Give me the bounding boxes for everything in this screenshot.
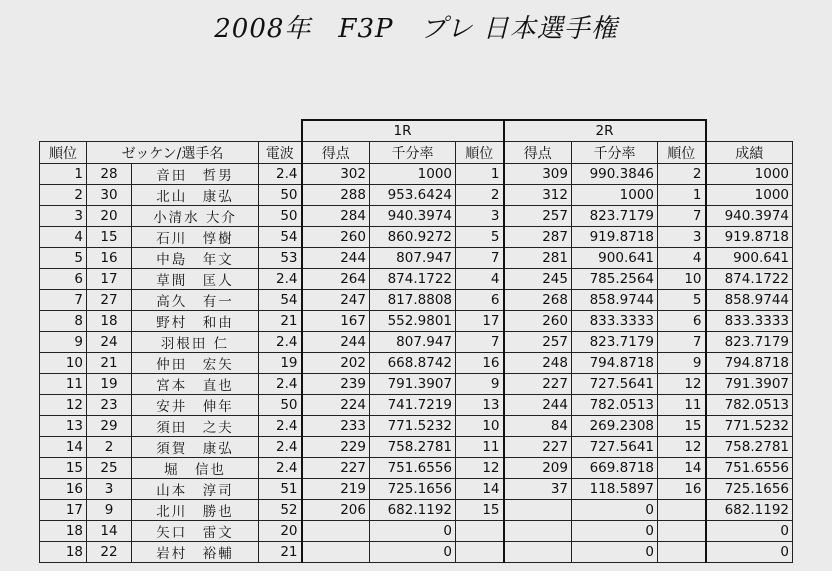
table-row <box>40 395 793 416</box>
table-row <box>40 542 793 563</box>
cell-player-name: 中島 年文 <box>132 248 259 269</box>
cell-r1-rank: 10 <box>456 416 504 437</box>
table-row <box>40 437 793 458</box>
cell-rank: 18 <box>40 542 87 563</box>
cell-player-name: 須賀 康弘 <box>132 437 259 458</box>
cell-r2-permil: 0 <box>572 500 658 521</box>
cell-rank: 11 <box>40 374 87 395</box>
header-r2-permil: 千分率 <box>572 142 658 164</box>
cell-rank: 3 <box>40 206 87 227</box>
cell-r2-rank: 15 <box>658 416 706 437</box>
cell-rank: 12 <box>40 395 87 416</box>
cell-result: 900.641 <box>706 248 793 269</box>
cell-r2-rank: 4 <box>658 248 706 269</box>
cell-result: 0 <box>706 521 793 542</box>
cell-r1-permil: 552.9801 <box>370 311 456 332</box>
cell-bib-number: 17 <box>87 269 132 290</box>
cell-r2-rank: 16 <box>658 479 706 500</box>
cell-rank: 9 <box>40 332 87 353</box>
cell-bib-number: 14 <box>87 521 132 542</box>
cell-rank: 14 <box>40 437 87 458</box>
cell-r1-points <box>302 542 370 563</box>
cell-r1-permil: 1000 <box>370 164 456 185</box>
cell-frequency: 54 <box>259 227 302 248</box>
cell-r2-permil: 0 <box>572 542 658 563</box>
cell-player-name: 岩村 裕輔 <box>132 542 259 563</box>
cell-r1-points: 284 <box>302 206 370 227</box>
cell-r2-permil: 269.2308 <box>572 416 658 437</box>
cell-r2-rank: 6 <box>658 311 706 332</box>
header-result: 成績 <box>706 142 793 164</box>
cell-frequency: 20 <box>259 521 302 542</box>
cell-r1-rank: 1 <box>456 164 504 185</box>
table-row <box>40 248 793 269</box>
cell-r2-points <box>504 500 572 521</box>
cell-result: 682.1192 <box>706 500 793 521</box>
cell-r2-permil: 919.8718 <box>572 227 658 248</box>
cell-frequency: 2.4 <box>259 332 302 353</box>
cell-player-name: 堀 信也 <box>132 458 259 479</box>
cell-r1-rank <box>456 542 504 563</box>
cell-result: 858.9744 <box>706 290 793 311</box>
cell-r2-rank <box>658 521 706 542</box>
cell-r1-permil: 668.8742 <box>370 353 456 374</box>
cell-bib-number: 22 <box>87 542 132 563</box>
cell-r1-points: 288 <box>302 185 370 206</box>
cell-r1-rank: 9 <box>456 374 504 395</box>
cell-result: 751.6556 <box>706 458 793 479</box>
cell-result: 0 <box>706 542 793 563</box>
header-r1-rank: 順位 <box>456 142 504 164</box>
cell-r1-points: 302 <box>302 164 370 185</box>
cell-r1-points: 167 <box>302 311 370 332</box>
cell-player-name: 野村 和由 <box>132 311 259 332</box>
round-1-header: 1R <box>302 120 504 142</box>
table-row <box>40 479 793 500</box>
cell-player-name: 安井 伸年 <box>132 395 259 416</box>
cell-player-name: 北川 勝也 <box>132 500 259 521</box>
cell-frequency: 2.4 <box>259 416 302 437</box>
cell-r2-points: 244 <box>504 395 572 416</box>
cell-r1-points: 227 <box>302 458 370 479</box>
cell-r2-points: 227 <box>504 437 572 458</box>
cell-r1-points: 233 <box>302 416 370 437</box>
cell-bib-number: 25 <box>87 458 132 479</box>
cell-r1-rank: 2 <box>456 185 504 206</box>
cell-result: 874.1722 <box>706 269 793 290</box>
table-row <box>40 227 793 248</box>
cell-bib-number: 28 <box>87 164 132 185</box>
cell-r2-permil: 990.3846 <box>572 164 658 185</box>
cell-r2-rank: 14 <box>658 458 706 479</box>
cell-r1-rank: 4 <box>456 269 504 290</box>
cell-r2-points: 227 <box>504 374 572 395</box>
cell-r1-rank: 13 <box>456 395 504 416</box>
header-r1-points: 得点 <box>302 142 370 164</box>
cell-result: 833.3333 <box>706 311 793 332</box>
cell-r1-permil: 682.1192 <box>370 500 456 521</box>
table-row <box>40 500 793 521</box>
cell-r1-points: 202 <box>302 353 370 374</box>
cell-result: 758.2781 <box>706 437 793 458</box>
cell-player-name: 須田 之夫 <box>132 416 259 437</box>
table-row <box>40 311 793 332</box>
cell-r1-rank: 14 <box>456 479 504 500</box>
cell-r1-points: 224 <box>302 395 370 416</box>
cell-r2-permil: 669.8718 <box>572 458 658 479</box>
cell-player-name: 羽根田 仁 <box>132 332 259 353</box>
cell-result: 782.0513 <box>706 395 793 416</box>
table-row <box>40 521 793 542</box>
cell-r2-points: 84 <box>504 416 572 437</box>
cell-r1-permil: 940.3974 <box>370 206 456 227</box>
cell-bib-number: 30 <box>87 185 132 206</box>
cell-frequency: 21 <box>259 542 302 563</box>
cell-result: 771.5232 <box>706 416 793 437</box>
cell-r2-rank: 10 <box>658 269 706 290</box>
header-frequency: 電波 <box>259 142 302 164</box>
table-row <box>40 374 793 395</box>
header-r2-points: 得点 <box>504 142 572 164</box>
cell-r1-permil: 725.1656 <box>370 479 456 500</box>
cell-r1-permil: 751.6556 <box>370 458 456 479</box>
cell-rank: 6 <box>40 269 87 290</box>
cell-r2-points: 281 <box>504 248 572 269</box>
table-row <box>40 164 793 185</box>
cell-r2-points: 287 <box>504 227 572 248</box>
page-title: 2008年 F3P プレ 日本選手権 <box>214 14 618 44</box>
cell-rank: 4 <box>40 227 87 248</box>
cell-player-name: 小清水 大介 <box>132 206 259 227</box>
cell-player-name: 矢口 雷文 <box>132 521 259 542</box>
cell-frequency: 50 <box>259 206 302 227</box>
cell-r1-points: 239 <box>302 374 370 395</box>
cell-r2-points: 309 <box>504 164 572 185</box>
cell-r1-rank <box>456 521 504 542</box>
cell-frequency: 51 <box>259 479 302 500</box>
cell-frequency: 2.4 <box>259 458 302 479</box>
cell-bib-number: 9 <box>87 500 132 521</box>
cell-player-name: 草間 匡人 <box>132 269 259 290</box>
table-row <box>40 206 793 227</box>
cell-result: 823.7179 <box>706 332 793 353</box>
cell-r2-permil: 118.5897 <box>572 479 658 500</box>
cell-player-name: 石川 惇樹 <box>132 227 259 248</box>
cell-r1-permil: 874.1722 <box>370 269 456 290</box>
cell-r1-rank: 3 <box>456 206 504 227</box>
table-row <box>40 290 793 311</box>
cell-r2-rank: 12 <box>658 374 706 395</box>
cell-r2-rank: 7 <box>658 332 706 353</box>
cell-r1-permil: 953.6424 <box>370 185 456 206</box>
cell-frequency: 54 <box>259 290 302 311</box>
cell-r2-permil: 785.2564 <box>572 269 658 290</box>
cell-bib-number: 18 <box>87 311 132 332</box>
cell-r2-rank: 7 <box>658 206 706 227</box>
cell-result: 725.1656 <box>706 479 793 500</box>
cell-r1-rank: 6 <box>456 290 504 311</box>
cell-r2-permil: 727.5641 <box>572 437 658 458</box>
cell-r2-points <box>504 542 572 563</box>
cell-r2-permil: 833.3333 <box>572 311 658 332</box>
cell-player-name: 高久 有一 <box>132 290 259 311</box>
cell-r1-rank: 17 <box>456 311 504 332</box>
cell-r2-rank: 3 <box>658 227 706 248</box>
cell-rank: 13 <box>40 416 87 437</box>
cell-r1-points: 244 <box>302 332 370 353</box>
cell-r2-points: 312 <box>504 185 572 206</box>
cell-rank: 7 <box>40 290 87 311</box>
cell-r2-rank: 11 <box>658 395 706 416</box>
cell-frequency: 2.4 <box>259 164 302 185</box>
cell-rank: 10 <box>40 353 87 374</box>
cell-r2-points: 245 <box>504 269 572 290</box>
cell-rank: 5 <box>40 248 87 269</box>
table-row <box>40 416 793 437</box>
cell-r1-permil: 791.3907 <box>370 374 456 395</box>
cell-frequency: 50 <box>259 395 302 416</box>
round-header-row <box>40 120 793 142</box>
cell-r2-points: 257 <box>504 206 572 227</box>
cell-r2-points: 257 <box>504 332 572 353</box>
cell-frequency: 53 <box>259 248 302 269</box>
cell-rank: 8 <box>40 311 87 332</box>
cell-result: 919.8718 <box>706 227 793 248</box>
cell-r1-rank: 16 <box>456 353 504 374</box>
cell-result: 1000 <box>706 164 793 185</box>
cell-bib-number: 29 <box>87 416 132 437</box>
cell-frequency: 19 <box>259 353 302 374</box>
cell-r2-rank: 1 <box>658 185 706 206</box>
cell-r1-permil: 817.8808 <box>370 290 456 311</box>
cell-r2-permil: 823.7179 <box>572 332 658 353</box>
header-bib-name: ゼッケン/選手名 <box>87 142 259 164</box>
cell-rank: 1 <box>40 164 87 185</box>
cell-bib-number: 3 <box>87 479 132 500</box>
header-r1-permil: 千分率 <box>370 142 456 164</box>
cell-r1-permil: 860.9272 <box>370 227 456 248</box>
cell-r2-rank: 5 <box>658 290 706 311</box>
cell-r1-rank: 7 <box>456 248 504 269</box>
cell-r1-permil: 758.2781 <box>370 437 456 458</box>
cell-bib-number: 16 <box>87 248 132 269</box>
cell-bib-number: 21 <box>87 353 132 374</box>
cell-r2-rank: 2 <box>658 164 706 185</box>
cell-r2-permil: 858.9744 <box>572 290 658 311</box>
cell-player-name: 音田 哲男 <box>132 164 259 185</box>
cell-frequency: 2.4 <box>259 269 302 290</box>
cell-player-name: 仲田 宏矢 <box>132 353 259 374</box>
cell-rank: 17 <box>40 500 87 521</box>
cell-r1-points: 264 <box>302 269 370 290</box>
cell-bib-number: 23 <box>87 395 132 416</box>
cell-r1-points: 260 <box>302 227 370 248</box>
cell-r2-points: 37 <box>504 479 572 500</box>
cell-r1-points: 219 <box>302 479 370 500</box>
table-row <box>40 185 793 206</box>
cell-r1-permil: 771.5232 <box>370 416 456 437</box>
cell-r2-permil: 727.5641 <box>572 374 658 395</box>
cell-result: 794.8718 <box>706 353 793 374</box>
cell-r1-permil: 807.947 <box>370 332 456 353</box>
cell-r1-points <box>302 521 370 542</box>
cell-bib-number: 27 <box>87 290 132 311</box>
cell-result: 791.3907 <box>706 374 793 395</box>
cell-player-name: 北山 康弘 <box>132 185 259 206</box>
cell-r2-points: 209 <box>504 458 572 479</box>
cell-r2-points <box>504 521 572 542</box>
table-row <box>40 269 793 290</box>
cell-player-name: 宮本 直也 <box>132 374 259 395</box>
cell-r2-permil: 0 <box>572 521 658 542</box>
cell-player-name: 山本 淳司 <box>132 479 259 500</box>
cell-r1-rank: 11 <box>456 437 504 458</box>
cell-r2-rank <box>658 542 706 563</box>
cell-rank: 2 <box>40 185 87 206</box>
cell-r2-points: 248 <box>504 353 572 374</box>
cell-r2-permil: 794.8718 <box>572 353 658 374</box>
column-header-row <box>40 142 793 164</box>
cell-r1-permil: 0 <box>370 542 456 563</box>
round-2-header: 2R <box>504 120 706 142</box>
cell-result: 1000 <box>706 185 793 206</box>
cell-r2-rank <box>658 500 706 521</box>
cell-r1-rank: 15 <box>456 500 504 521</box>
cell-frequency: 2.4 <box>259 437 302 458</box>
cell-r1-points: 229 <box>302 437 370 458</box>
cell-r2-points: 268 <box>504 290 572 311</box>
cell-frequency: 52 <box>259 500 302 521</box>
cell-rank: 15 <box>40 458 87 479</box>
header-rank: 順位 <box>40 142 87 164</box>
cell-r1-permil: 807.947 <box>370 248 456 269</box>
cell-r1-points: 244 <box>302 248 370 269</box>
cell-r2-permil: 1000 <box>572 185 658 206</box>
cell-bib-number: 24 <box>87 332 132 353</box>
cell-rank: 18 <box>40 521 87 542</box>
table-row <box>40 332 793 353</box>
table-row <box>40 458 793 479</box>
cell-bib-number: 19 <box>87 374 132 395</box>
cell-r1-permil: 0 <box>370 521 456 542</box>
cell-r1-rank: 12 <box>456 458 504 479</box>
table-row <box>40 353 793 374</box>
cell-bib-number: 20 <box>87 206 132 227</box>
cell-r2-permil: 900.641 <box>572 248 658 269</box>
cell-result: 940.3974 <box>706 206 793 227</box>
cell-r1-rank: 7 <box>456 332 504 353</box>
cell-r2-points: 260 <box>504 311 572 332</box>
cell-r2-rank: 9 <box>658 353 706 374</box>
cell-frequency: 2.4 <box>259 374 302 395</box>
header-r2-rank: 順位 <box>658 142 706 164</box>
cell-rank: 16 <box>40 479 87 500</box>
cell-bib-number: 2 <box>87 437 132 458</box>
cell-r1-points: 206 <box>302 500 370 521</box>
cell-r2-permil: 782.0513 <box>572 395 658 416</box>
cell-bib-number: 15 <box>87 227 132 248</box>
cell-r1-rank: 5 <box>456 227 504 248</box>
cell-r2-rank: 12 <box>658 437 706 458</box>
cell-r2-permil: 823.7179 <box>572 206 658 227</box>
cell-r1-permil: 741.7219 <box>370 395 456 416</box>
cell-frequency: 21 <box>259 311 302 332</box>
cell-r1-points: 247 <box>302 290 370 311</box>
cell-frequency: 50 <box>259 185 302 206</box>
results-table <box>39 119 793 563</box>
